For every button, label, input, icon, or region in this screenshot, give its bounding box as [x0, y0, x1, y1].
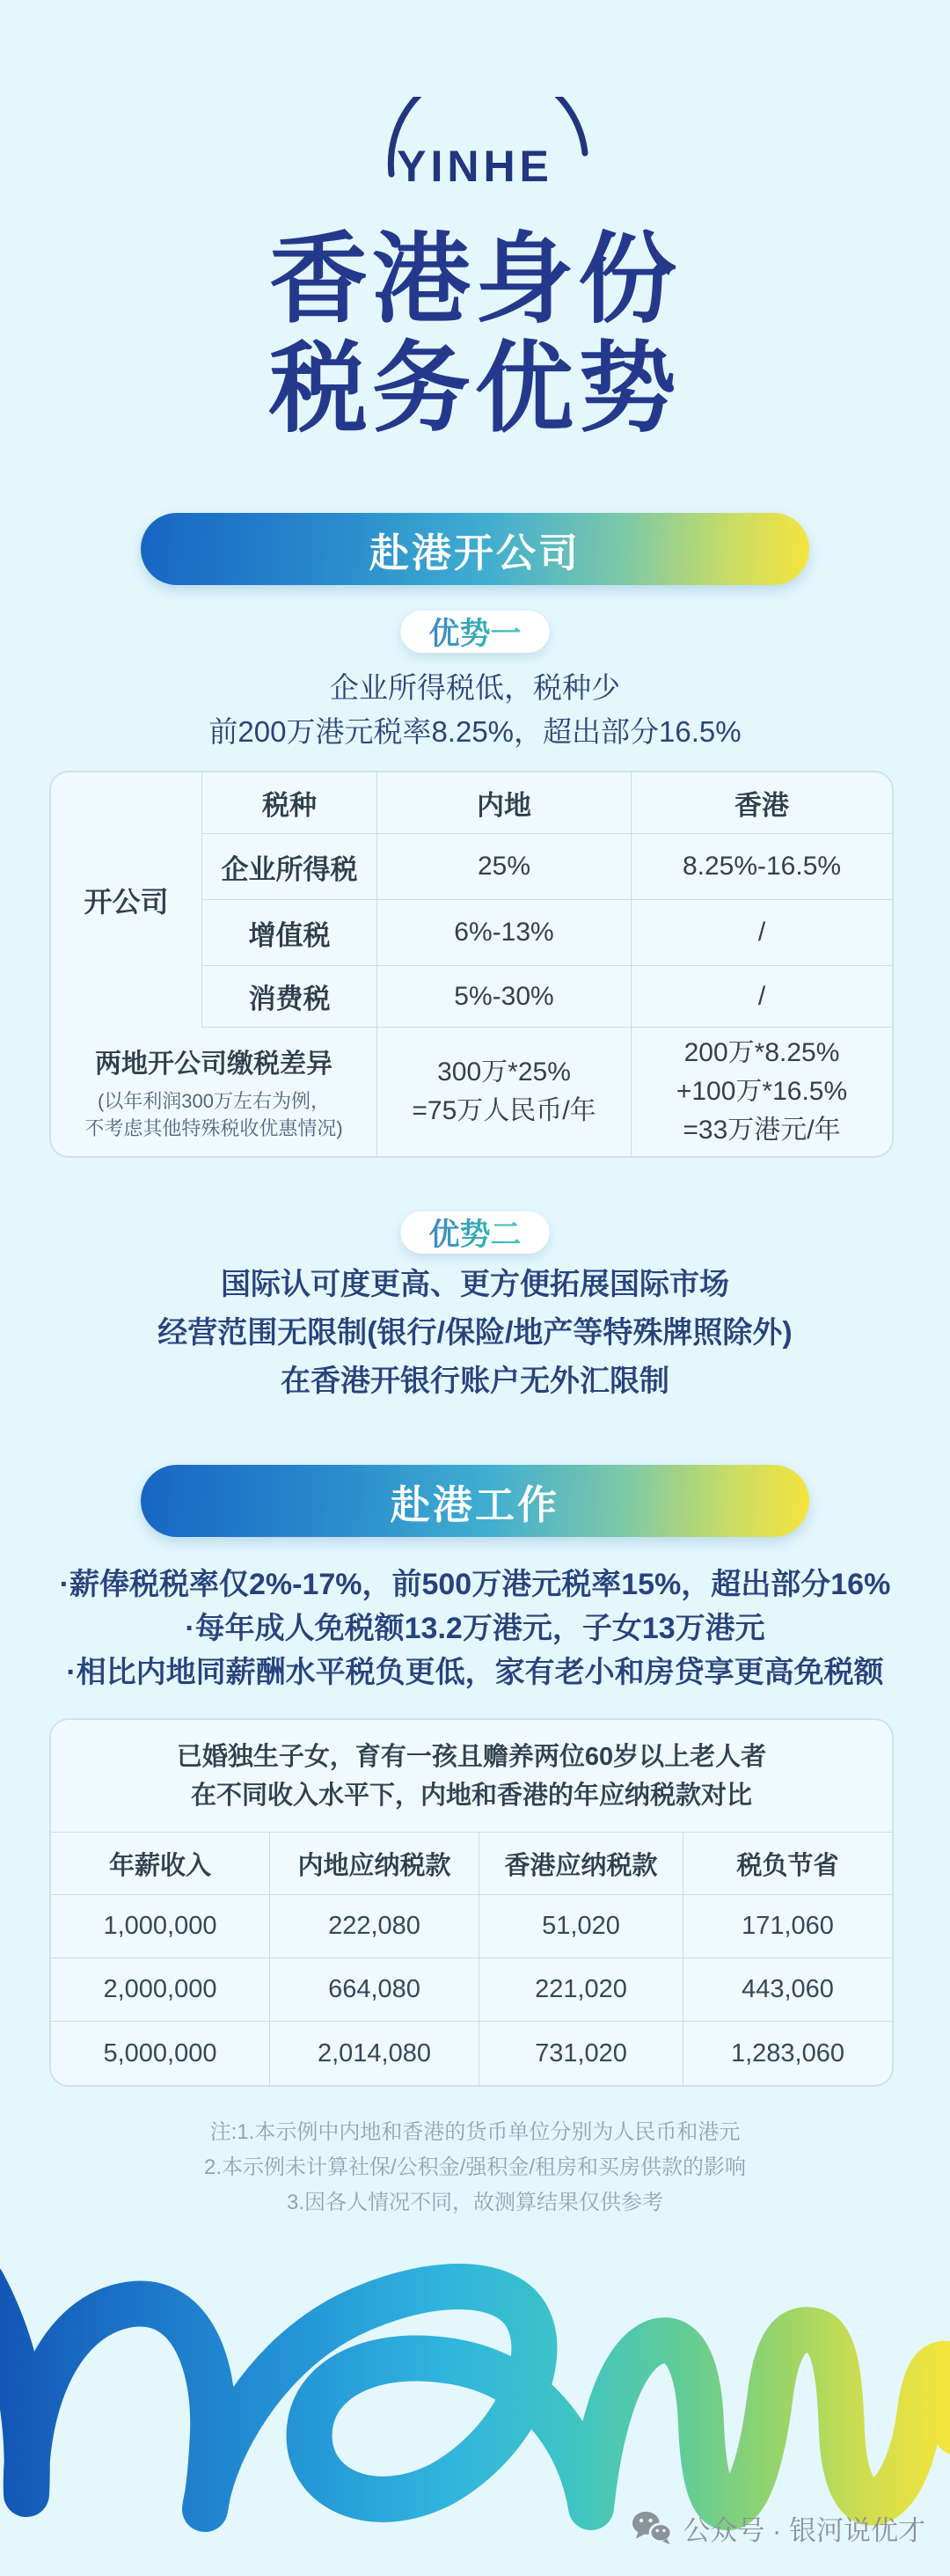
column-header-annual-income: 年薪收入 [51, 1833, 270, 1895]
row-label-consumption-tax: 消费税 [202, 966, 377, 1028]
income-tax-table [49, 1718, 894, 2087]
advantage-two-points [0, 1261, 950, 1406]
advantage-one-label: 优势一 [428, 610, 521, 654]
tax-difference-mainland-cell [377, 1028, 632, 1156]
advantage-two-badge [400, 1211, 549, 1254]
column-header-tax-saving: 税负节省 [683, 1833, 892, 1895]
hongkong-calc-line2: +100万*16.5% [676, 1077, 848, 1106]
hongkong-tax-cell: 731,020 [479, 2022, 683, 2085]
wechat-icon [632, 2510, 672, 2547]
work-bullet: ·相比内地同薪酬水平税负更低，家有老小和房贷享更高免税额 [66, 1656, 884, 1689]
tax-saving-cell: 1,283,060 [730, 2038, 844, 2067]
tax-saving-cell: 443,060 [683, 1958, 892, 2022]
income-cell: 5,000,000 [51, 2022, 270, 2085]
advantage-two-label: 优势二 [428, 1211, 521, 1255]
mainland-calc-line2: =75万人民币/年 [412, 1096, 596, 1125]
column-header-tax-type: 税种 [202, 772, 377, 834]
column-header-hongkong-tax: 香港应纳税款 [479, 1833, 683, 1895]
income-cell: 2,000,000 [51, 1958, 270, 2022]
tax-difference-label-cell [51, 1028, 377, 1156]
income-table-title-line2: 在不同收入水平下，内地和香港的年应纳税款对比 [190, 1781, 752, 1810]
section-header-work-label: 赴港工作 [390, 1482, 559, 1527]
mainland-tax-cell: 222,080 [270, 1895, 479, 1958]
logo-text: YINHE [397, 142, 553, 191]
page-title-line2: 税务优势 [269, 333, 681, 443]
logo-inner [397, 141, 553, 192]
mainland-tax-cell: 664,080 [270, 1958, 479, 2022]
value-cell: 8.25%-16.5% [632, 834, 892, 900]
logo-arc-icon [384, 97, 594, 178]
table-group-label: 开公司 [51, 772, 202, 1028]
page-title [0, 225, 950, 443]
advantage-point: 在香港开银行账户无外汇限制 [281, 1365, 669, 1398]
income-table-title-cell [51, 1720, 892, 1833]
advantage-point: 经营范围无限制(银行/保险/地产等特殊牌照除外) [157, 1316, 793, 1350]
section-header-open-company [141, 513, 809, 585]
section-header-work [141, 1465, 809, 1537]
mainland-calc-line1: 300万*25% [437, 1057, 571, 1087]
column-header-mainland: 内地 [377, 772, 632, 834]
company-intro-line1: 企业所得税低，税种少 [330, 671, 620, 704]
work-bullet: ·每年成人免税额13.2万港元，子女13万港元 [185, 1612, 765, 1645]
work-bullet: ·薪俸税税率仅2%-17%，前500万港元税率15%，超出部分16% [59, 1568, 891, 1601]
income-table-title-line1: 已婚独生子女，育有一孩且赡养两位60岁以上老人者 [176, 1742, 767, 1771]
company-tax-table [49, 771, 894, 1158]
hongkong-calc-line3: =33万港元/年 [683, 1116, 841, 1145]
hongkong-calc-line1: 200万*8.25% [683, 1038, 840, 1067]
value-cell: 5%-30% [377, 966, 632, 1028]
advantage-point: 国际认可度更高、更方便拓展国际市场 [221, 1268, 729, 1301]
tax-saving-cell: 171,060 [683, 1895, 892, 1958]
company-intro [0, 666, 950, 754]
row-label-vat: 增值税 [202, 900, 377, 966]
hongkong-tax-cell: 51,020 [479, 1895, 683, 1958]
company-intro-line2: 前200万港元税率8.25%，超出部分16.5% [208, 715, 742, 748]
row-label-corporate-income-tax: 企业所得税 [202, 834, 377, 900]
value-cell: 6%-13% [377, 900, 632, 966]
column-header-mainland-tax: 内地应纳税款 [270, 1833, 479, 1895]
value-cell: 25% [377, 834, 632, 900]
value-cell: / [632, 900, 892, 966]
disclaimer-notes [0, 2115, 950, 2221]
disclaimer-note: 2.本示例未计算社保/公积金/强积金/租房和买房供款的影响 [203, 2155, 747, 2179]
wechat-account-name: 公众号 · 银河说优才 [683, 2515, 925, 2546]
value-cell: / [632, 966, 892, 1028]
tax-difference-note-line2: 不考虑其他特殊税收优惠情况) [84, 1117, 343, 1139]
column-header-hongkong: 香港 [632, 772, 892, 834]
disclaimer-note: 注:1.本示例中内地和香港的货币单位分别为人民币和港元 [209, 2120, 741, 2144]
section-header-open-company-label: 赴港开公司 [369, 530, 581, 575]
tax-difference-hongkong-cell [632, 1028, 892, 1156]
work-bullets [0, 1562, 950, 1694]
tax-difference-note-line1: (以年利润300万左右为例， [97, 1090, 331, 1112]
advantage-one-badge [400, 611, 549, 653]
disclaimer-note: 3.因各人情况不同，故测算结果仅供参考 [286, 2191, 663, 2214]
mainland-tax-cell: 2,014,080 [270, 2022, 479, 2085]
hongkong-tax-cell: 221,020 [479, 1958, 683, 2022]
logo [0, 141, 950, 192]
page-title-line1: 香港身份 [269, 224, 681, 334]
wechat-account-badge [632, 2508, 925, 2548]
tax-difference-title: 两地开公司缴税差异 [95, 1050, 332, 1079]
income-cell: 1,000,000 [51, 1895, 270, 1958]
